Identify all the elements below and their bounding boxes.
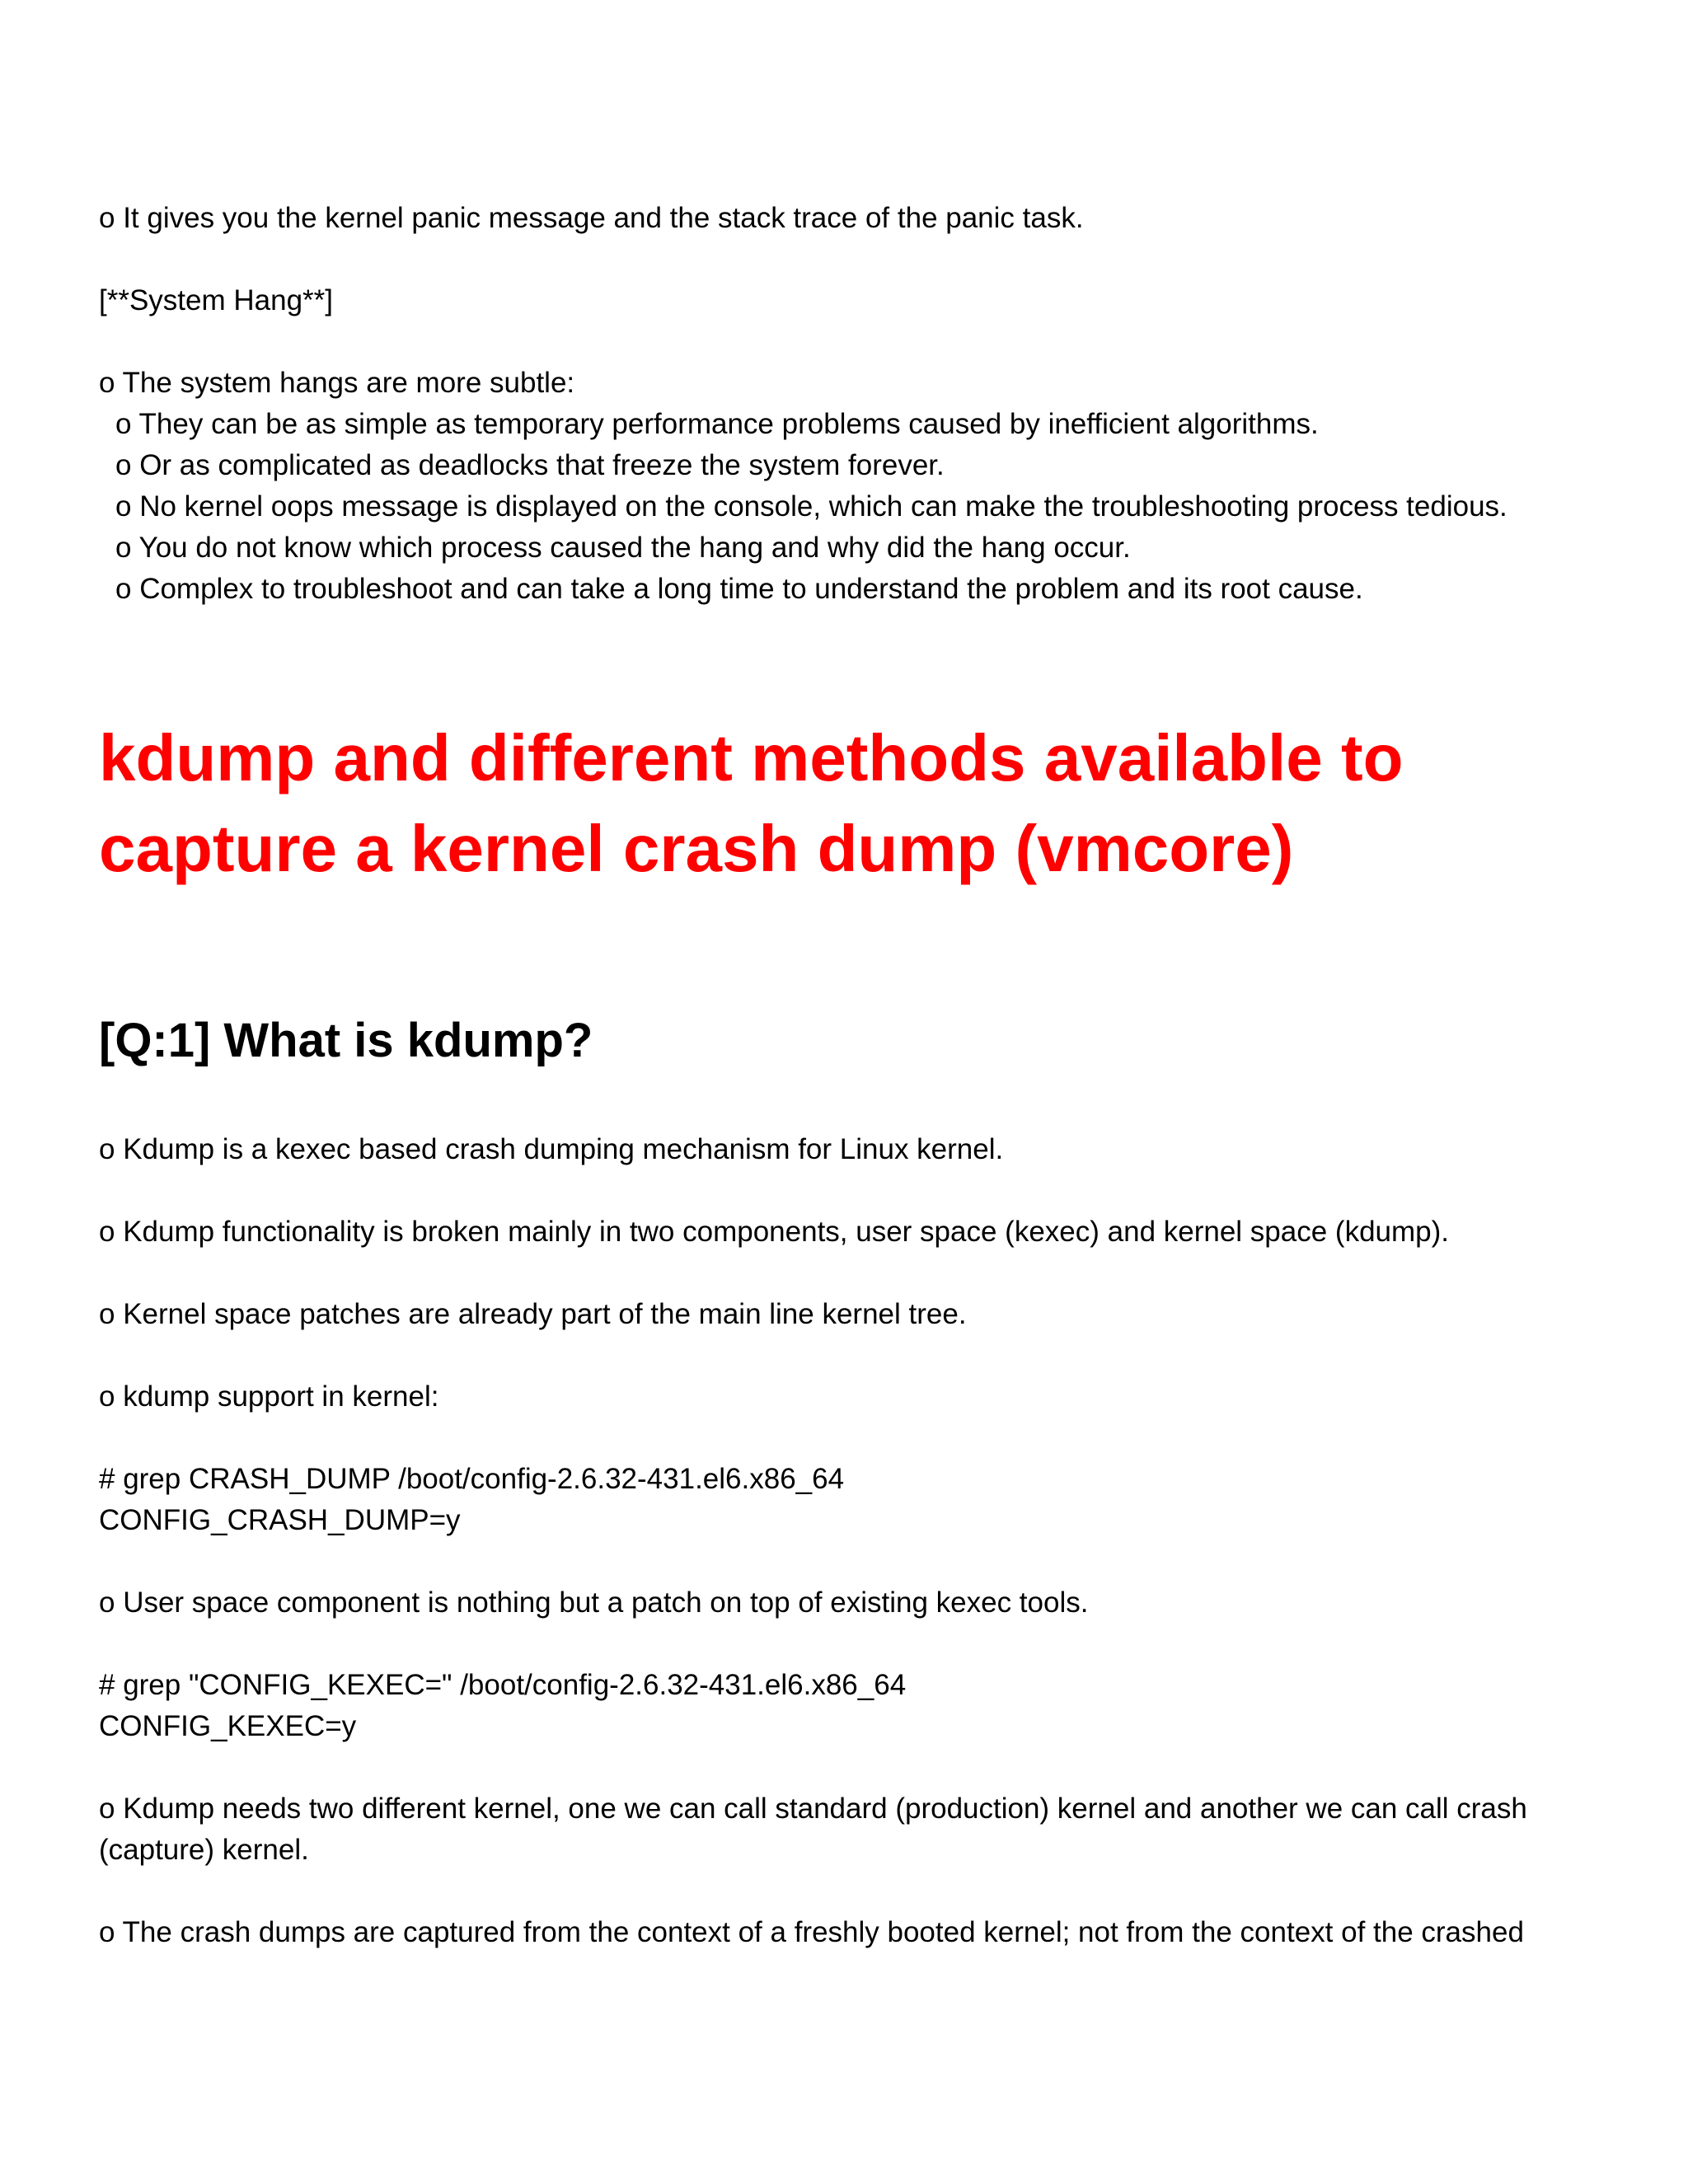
grep-kexec-command: # grep "CONFIG_KEXEC=" /boot/config-2.6.32-431.el6.x86_64 — [99, 1669, 907, 1701]
question-heading: [Q:1] What is kdump? — [99, 1014, 593, 1067]
panic-message-bullet: o It gives you the kernel panic message and the stack trace of the panic task. — [99, 202, 1084, 234]
hang-bullet-deadlocks: o Or as complicated as deadlocks that freeze the system forever. — [115, 449, 945, 481]
grep-crash-dump-command: # grep CRASH_DUMP /boot/config-2.6.32-431.el6.x86_64 — [99, 1463, 845, 1495]
system-hang-label: [**System Hang**] — [99, 284, 334, 316]
section-heading-line1: kdump and different methods available to — [99, 721, 1404, 794]
grep-crash-dump-output: CONFIG_CRASH_DUMP=y — [99, 1504, 461, 1536]
user-space-component: o User space component is nothing but a patch on top of existing kexec tools. — [99, 1586, 1089, 1619]
two-kernels-line2: (capture) kernel. — [99, 1834, 309, 1866]
two-kernels-line1: o Kdump needs two different kernel, one we can call standard (production) kernel and another we can call crash — [99, 1793, 1527, 1825]
kernel-space-patches: o Kernel space patches are already part of the main line kernel tree. — [99, 1298, 967, 1330]
kdump-definition: o Kdump is a kexec based crash dumping mechanism for Linux kernel. — [99, 1133, 1004, 1165]
hang-bullet-no-oops: o No kernel oops message is displayed on the console, which can make the troubleshooting process tedious. — [115, 490, 1507, 523]
grep-kexec-output: CONFIG_KEXEC=y — [99, 1710, 357, 1742]
hang-bullet-complex: o Complex to troubleshoot and can take a long time to understand the problem and its root cause. — [115, 573, 1363, 605]
section-heading-line2: capture a kernel crash dump (vmcore) — [99, 812, 1294, 885]
hang-bullet-performance: o They can be as simple as temporary performance problems caused by inefficient algorithms. — [115, 408, 1319, 440]
hang-bullet-unknown-process: o You do not know which process caused the hang and why did the hang occur. — [115, 532, 1131, 564]
crash-dump-context: o The crash dumps are captured from the context of a freshly booted kernel; not from the context of the crashed — [99, 1916, 1524, 1948]
system-hang-intro: o The system hangs are more subtle: — [99, 367, 575, 399]
kdump-components: o Kdump functionality is broken mainly in two components, user space (kexec) and kernel space (kdump). — [99, 1216, 1450, 1248]
kdump-support-label: o kdump support in kernel: — [99, 1380, 439, 1413]
